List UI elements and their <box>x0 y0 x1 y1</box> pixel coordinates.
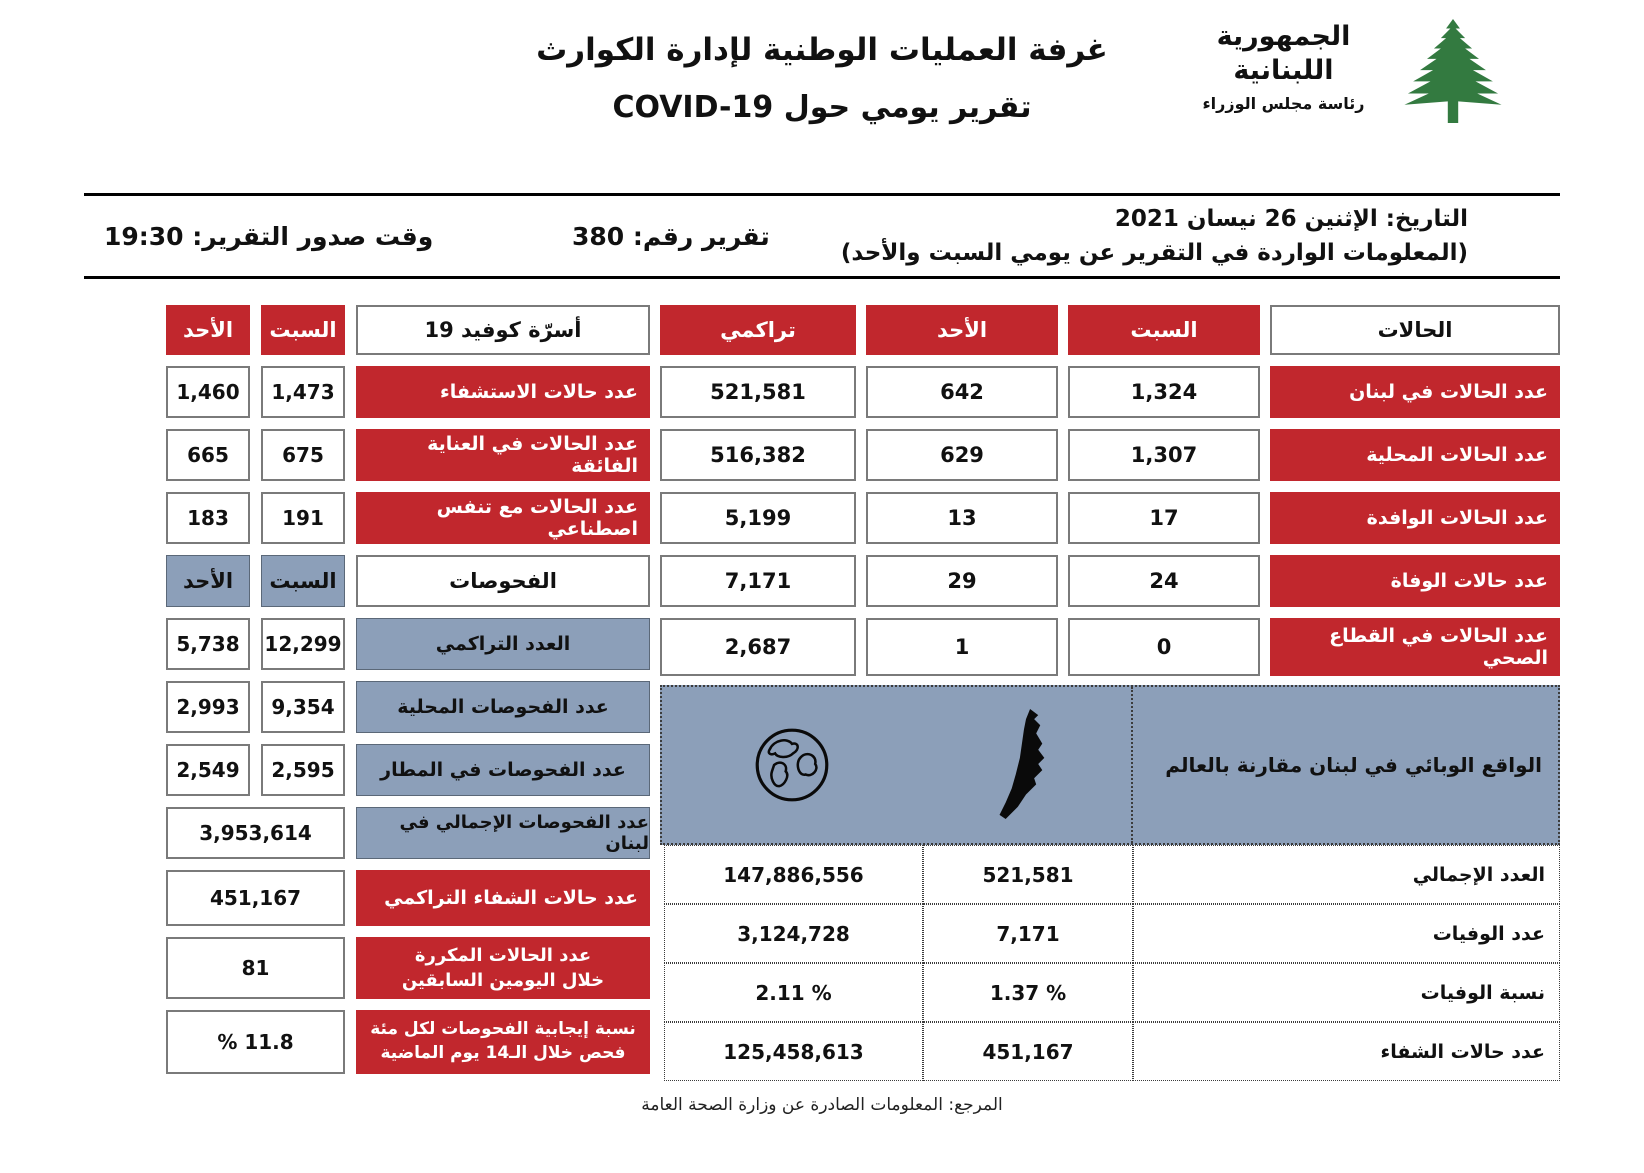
column-header-sunday: الأحد <box>866 305 1058 355</box>
value-cell: 13 <box>866 492 1058 544</box>
value-cell: 1,460 <box>166 366 250 418</box>
value-cell: 29 <box>866 555 1058 607</box>
recovered-label: عدد حالات الشفاء التراكمي <box>356 870 650 926</box>
row-label-cell: عدد حالات الوفاة <box>1270 555 1560 607</box>
repeated-cases-label <box>356 937 650 999</box>
recovered-value: 451,167 <box>166 870 345 926</box>
repeated-cases-value: 81 <box>166 937 345 999</box>
report-number: تقرير رقم: 380 <box>571 221 770 251</box>
value-cell: 629 <box>866 429 1058 481</box>
lebanon-map-icon <box>995 709 1057 821</box>
value-cell: 7,171 <box>660 555 856 607</box>
lebanon-value-cell: 521,581 <box>923 845 1133 904</box>
comparison-row-label: عدد الوفيات <box>1133 904 1560 963</box>
row-label-cell: عدد حالات الاستشفاء <box>356 366 650 418</box>
total-tests-label: عدد الفحوصات الإجمالي في لبنان <box>356 807 650 859</box>
row-label-cell: عدد الحالات في لبنان <box>1270 366 1560 418</box>
comparison-row-label: العدد الإجمالي <box>1133 845 1560 904</box>
lebanon-value-cell: 451,167 <box>923 1022 1133 1081</box>
world-comparison-section <box>660 685 1560 1081</box>
value-cell: 9,354 <box>261 681 345 733</box>
row-label-cell: عدد الحالات في القطاع الصحي <box>1270 618 1560 676</box>
cases-section <box>660 305 1560 1081</box>
lebanon-value-cell: 1.37 % <box>923 963 1133 1022</box>
value-cell: 2,549 <box>166 744 250 796</box>
row-label-cell: عدد الحالات الوافدة <box>1270 492 1560 544</box>
comparison-table <box>660 845 1560 1081</box>
report-date: التاريخ: الإثنين 26 نيسان 2021 <box>1114 205 1468 232</box>
value-cell: 183 <box>166 492 250 544</box>
positivity-rate-label <box>356 1010 650 1074</box>
repeated-cases-label-line1: عدد الحالات المكررة <box>414 944 592 966</box>
positivity-rate-label-line1: نسبة إيجابية الفحوصات لكل مئة <box>370 1019 636 1040</box>
comparison-banner <box>660 685 1560 845</box>
lebanon-column-header <box>921 687 1131 843</box>
logo-title: الجمهورية اللبنانية <box>1216 21 1351 86</box>
value-cell: 2,993 <box>166 681 250 733</box>
meta-bar <box>84 193 1560 279</box>
comparison-row-label: عدد حالات الشفاء <box>1133 1022 1560 1081</box>
world-column-header <box>662 687 921 843</box>
column-header-saturday: السبت <box>261 555 345 607</box>
value-cell: 675 <box>261 429 345 481</box>
world-value-cell: 3,124,728 <box>664 904 923 963</box>
lebanon-value-cell: 7,171 <box>923 904 1133 963</box>
report-issue-time: وقت صدور التقرير: 19:30 <box>104 221 434 251</box>
row-label-cell: عدد الحالات مع تنفس اصطناعي <box>356 492 650 544</box>
value-cell: 191 <box>261 492 345 544</box>
report-date-note: (المعلومات الواردة في التقرير عن يومي السبت والأحد) <box>840 240 1468 266</box>
value-cell: 2,687 <box>660 618 856 676</box>
value-cell: 17 <box>1068 492 1260 544</box>
row-label-cell: عدد الحالات في العناية الفائقة <box>356 429 650 481</box>
row-label-cell: عدد الحالات المحلية <box>1270 429 1560 481</box>
column-header-saturday: السبت <box>261 305 345 355</box>
row-label-cell: عدد الفحوصات المحلية <box>356 681 650 733</box>
comparison-title: الواقع الوبائي في لبنان مقارنة بالعالم <box>1131 687 1558 843</box>
value-cell: 2,595 <box>261 744 345 796</box>
column-header-cumulative: تراكمي <box>660 305 856 355</box>
value-cell: 1,307 <box>1068 429 1260 481</box>
main-content <box>166 305 1560 1081</box>
report-title-line1: غرفة العمليات الوطنية لإدارة الكوارث <box>536 32 1108 68</box>
value-cell: 516,382 <box>660 429 856 481</box>
value-cell: 1,473 <box>261 366 345 418</box>
value-cell: 5,199 <box>660 492 856 544</box>
cases-table <box>660 305 1560 676</box>
world-value-cell: 2.11 % <box>664 963 923 1022</box>
comparison-row-label: نسبة الوفيات <box>1133 963 1560 1022</box>
globe-icon <box>753 726 831 804</box>
positivity-rate-label-line2: فحص خلال الـ14 يوم الماضية <box>380 1043 626 1063</box>
value-cell: 665 <box>166 429 250 481</box>
column-header-saturday: السبت <box>1068 305 1260 355</box>
world-value-cell: 147,886,556 <box>664 845 923 904</box>
value-cell: 5,738 <box>166 618 250 670</box>
world-value-cell: 125,458,613 <box>664 1022 923 1081</box>
cedar-tree-icon <box>1401 10 1505 132</box>
cases-title-cell: الحالات <box>1270 305 1560 355</box>
beds-title-cell: أسرّة كوفيد 19 <box>356 305 650 355</box>
government-logo <box>1160 10 1505 132</box>
positivity-rate-value: % 11.8 <box>166 1010 345 1074</box>
value-cell: 521,581 <box>660 366 856 418</box>
column-header-sunday: الأحد <box>166 305 250 355</box>
repeated-cases-label-line2: خلال اليومين السابقين <box>401 970 605 991</box>
reference-note: المرجع: المعلومات الصادرة عن وزارة الصحة العامة <box>641 1095 1003 1115</box>
report-header <box>84 0 1560 193</box>
value-cell: 642 <box>866 366 1058 418</box>
report-date-block <box>841 202 1560 271</box>
total-tests-value: 3,953,614 <box>166 807 345 859</box>
column-header-sunday: الأحد <box>166 555 250 607</box>
value-cell: 1 <box>866 618 1058 676</box>
tests-title-cell: الفحوصات <box>356 555 650 607</box>
row-label-cell: عدد الفحوصات في المطار <box>356 744 650 796</box>
value-cell: 12,299 <box>261 618 345 670</box>
row-label-cell: العدد التراكمي <box>356 618 650 670</box>
value-cell: 1,324 <box>1068 366 1260 418</box>
logo-calligraphy <box>1166 20 1401 113</box>
beds-tests-section <box>166 305 650 1081</box>
logo-subtitle: رئاسة مجلس الوزراء <box>1202 93 1365 113</box>
report-title-line2: تقرير يومي حول COVID-19 <box>612 90 1032 125</box>
value-cell: 0 <box>1068 618 1260 676</box>
value-cell: 24 <box>1068 555 1260 607</box>
